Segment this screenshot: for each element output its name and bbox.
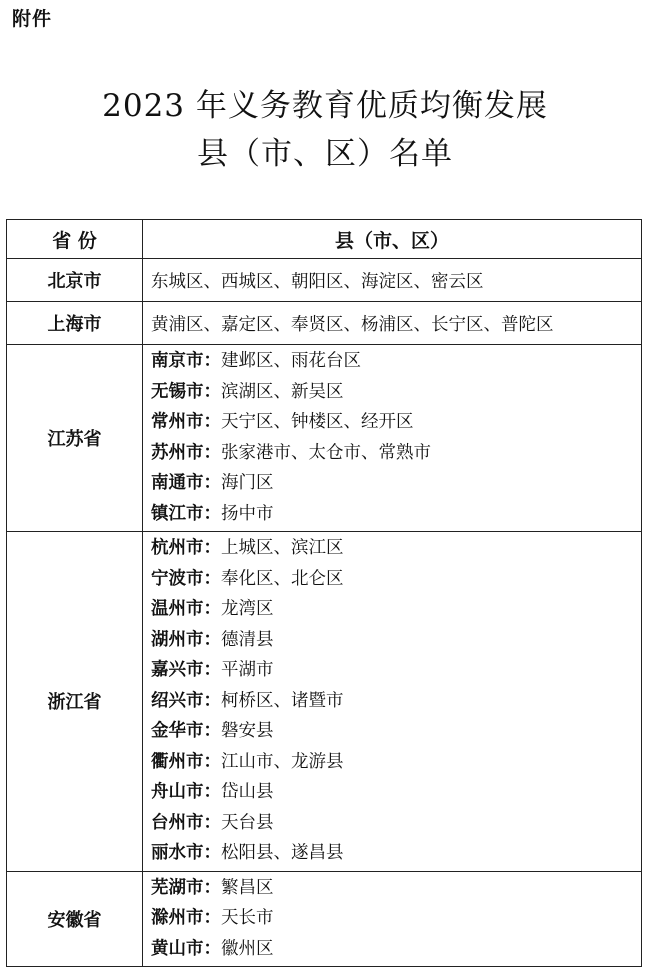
city-counties: 磐安县 [221, 721, 274, 741]
city-name: 镇江市： [151, 503, 221, 524]
city-name: 温州市： [151, 599, 221, 619]
attachment-label: 附件 [12, 8, 53, 30]
table-row [7, 302, 642, 345]
city-line [151, 377, 641, 408]
city-counties: 天台县 [221, 812, 274, 833]
counties-cell: 黄浦区、嘉定区、奉贤区、杨浦区、长宁区、普陀区 [143, 302, 642, 345]
city-name: 绍兴市： [151, 690, 221, 711]
city-line [151, 438, 641, 469]
city-counties: 徽州区 [221, 938, 274, 959]
city-name: 嘉兴市： [151, 660, 221, 680]
city-line [151, 564, 641, 595]
city-name: 南京市： [151, 351, 221, 371]
city-line [151, 934, 641, 965]
city-name: 苏州市： [151, 442, 221, 463]
city-name: 芜湖市： [151, 877, 221, 898]
province-cell: 浙江省 [7, 532, 143, 872]
city-name: 金华市： [151, 721, 221, 741]
city-line [151, 873, 641, 904]
city-line [151, 655, 641, 686]
table-row [7, 259, 642, 302]
city-counties: 建邺区、雨花台区 [221, 351, 361, 371]
city-line [151, 499, 641, 530]
city-counties: 平湖市 [221, 660, 274, 680]
table-row [7, 345, 642, 532]
city-line [151, 747, 641, 778]
city-line [151, 468, 641, 499]
county-list-table [6, 219, 642, 967]
city-name: 台州市： [151, 812, 221, 833]
city-name: 杭州市： [151, 538, 221, 558]
city-counties: 张家港市、太仓市、常熟市 [221, 442, 431, 463]
table-row [7, 532, 642, 872]
city-line [151, 533, 641, 564]
city-line [151, 625, 641, 656]
province-cell: 上海市 [7, 302, 143, 345]
city-name: 湖州市： [151, 629, 221, 650]
city-counties: 滨湖区、新吴区 [221, 381, 344, 402]
city-line [151, 838, 641, 869]
city-name: 宁波市： [151, 568, 221, 589]
header-province: 省 份 [7, 220, 143, 259]
city-counties: 柯桥区、诸暨市 [221, 690, 344, 711]
counties-cell [143, 532, 642, 872]
city-line [151, 716, 641, 747]
city-counties: 江山市、龙游县 [221, 751, 344, 772]
counties-cell: 东城区、西城区、朝阳区、海淀区、密云区 [143, 259, 642, 302]
table-header-row [7, 220, 642, 259]
header-counties: 县（市、区） [143, 220, 642, 259]
city-line [151, 346, 641, 377]
province-cell: 北京市 [7, 259, 143, 302]
city-line [151, 407, 641, 438]
city-name: 南通市： [151, 473, 221, 493]
city-counties: 岱山县 [221, 782, 274, 802]
city-counties: 上城区、滨江区 [221, 538, 344, 558]
counties-cell [143, 345, 642, 532]
city-counties: 繁昌区 [221, 877, 274, 898]
city-counties: 龙湾区 [221, 599, 274, 619]
city-counties: 海门区 [221, 473, 274, 493]
province-cell: 江苏省 [7, 345, 143, 532]
city-line [151, 808, 641, 839]
counties-cell [143, 871, 642, 967]
city-name: 常州市： [151, 412, 221, 432]
city-line [151, 594, 641, 625]
city-counties: 扬中市 [221, 503, 274, 524]
city-line [151, 686, 641, 717]
city-name: 舟山市： [151, 782, 221, 802]
city-counties: 奉化区、北仑区 [221, 568, 344, 589]
city-counties: 天长市 [221, 908, 274, 928]
city-counties: 德清县 [221, 629, 274, 650]
document-title-line1: 2023 年义务教育优质均衡发展 [102, 88, 548, 124]
city-line [151, 903, 641, 934]
table-row [7, 871, 642, 967]
city-name: 黄山市： [151, 938, 221, 959]
city-name: 丽水市： [151, 843, 221, 863]
city-counties: 松阳县、遂昌县 [221, 843, 344, 863]
city-name: 衢州市： [151, 751, 221, 772]
province-cell: 安徽省 [7, 871, 143, 967]
city-name: 无锡市： [151, 381, 221, 402]
city-counties: 天宁区、钟楼区、经开区 [221, 412, 414, 432]
city-line [151, 777, 641, 808]
city-name: 滁州市： [151, 908, 221, 928]
document-title-line2: 县（市、区）名单 [197, 136, 453, 172]
